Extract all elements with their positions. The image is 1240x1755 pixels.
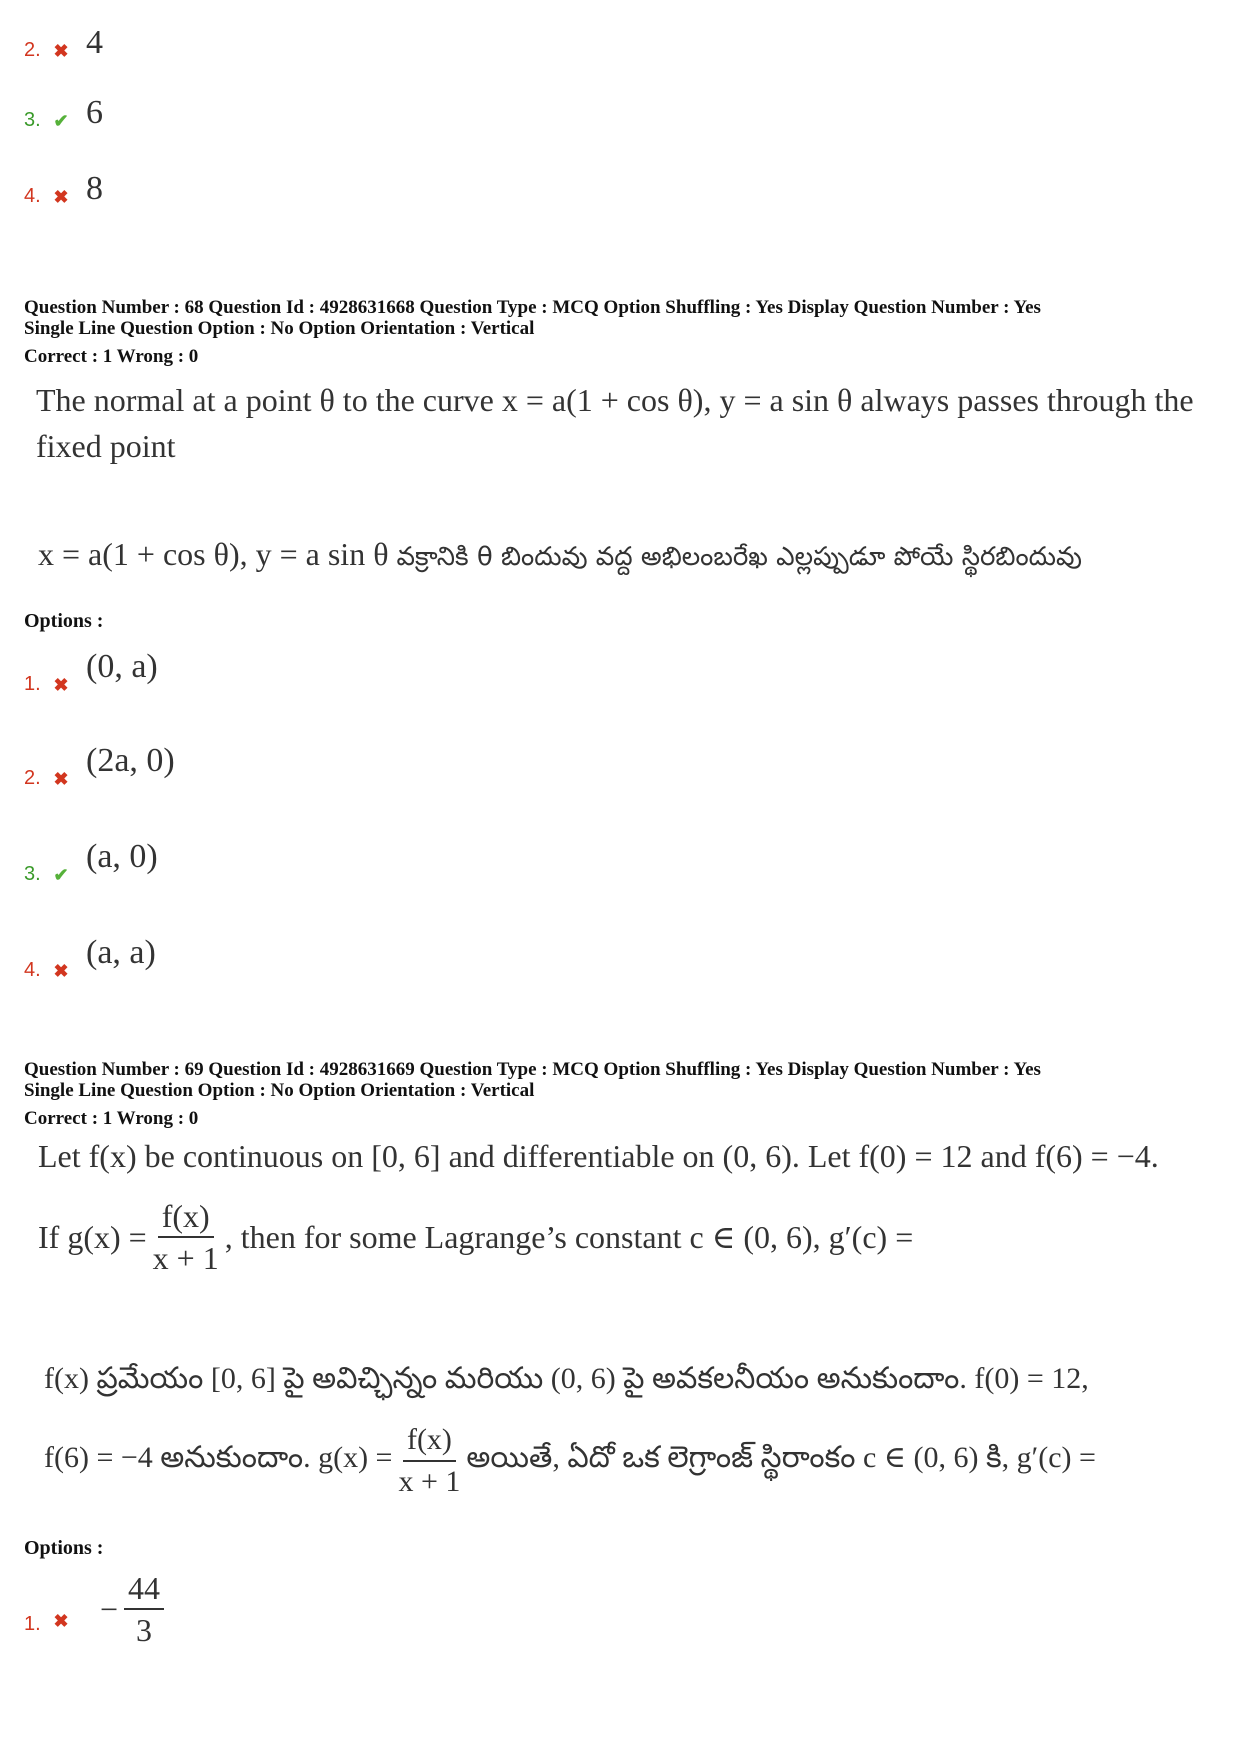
wrong-icon: ✖ [53,187,69,207]
q69-telugu-line1: f(x) ప్రమేయం [0, 6] పై అవిచ్ఛిన్నం మరియు (0, 6) పై అవకలనీయం అనుకుందాం. f(0) = 12, [44,1362,1089,1395]
q69-if-text: If g(x) = [38,1218,147,1255]
q69-rest-text: , then for some Lagrange’s constant c ∈ (0, 6), g′(c) = [224,1219,914,1255]
option-fraction [124,1568,164,1650]
q69-english-line2 [38,1196,913,1278]
q68-option-4 [24,934,156,982]
option-text: (a, 0) [86,838,158,875]
option-text: (a, a) [86,934,156,971]
fraction-denominator: x + 1 [152,1240,219,1276]
q69-telugu-line2-b: అయితే, ఏదో ఒక లెగ్రాంజ్ స్థిరాంకం c ∈ (0, 6) కి, g′(c) = [466,1441,1096,1474]
option-text: 4 [86,24,103,61]
option-number: 2. [24,39,41,61]
q69-fraction [153,1196,219,1278]
fraction-denominator: x + 1 [398,1465,461,1498]
prev-option-2 [24,24,103,62]
check-icon: ✔ [53,865,69,885]
q68-options-label: Options : [24,610,104,632]
q69-telugu-line2 [44,1420,1096,1502]
wrong-icon: ✖ [53,1611,69,1631]
wrong-icon: ✖ [53,769,69,789]
q68-meta-line2: Single Line Question Option : No Option Orientation : Vertical [24,318,535,339]
wrong-icon: ✖ [53,675,69,695]
q68-telugu-text: వక్రానికి θ బిందువు వద్ద అభిలంబరేఖ ఎల్లప్పుడూ పోయే స్థిరబిందువు [396,542,1082,572]
option-number: 3. [24,109,41,131]
q68-meta-line3: Correct : 1 Wrong : 0 [24,346,199,367]
option-number: 4. [24,185,41,207]
option-number: 3. [24,863,41,885]
fraction-numerator: f(x) [403,1420,456,1462]
q68-telugu-math: x = a(1 + cos θ), y = a sin θ [38,536,389,572]
option-number: 1. [24,673,41,695]
q68-english-line1: The normal at a point θ to the curve x = a(1 + cos θ), y = a sin θ always passes through the [36,382,1194,418]
q69-meta-line3: Correct : 1 Wrong : 0 [24,1108,199,1129]
q69-meta-line1: Question Number : 69 Question Id : 4928631669 Question Type : MCQ Option Shuffling : Yes Display Question Number : Yes [24,1059,1041,1080]
q69-meta-line2: Single Line Question Option : No Option Orientation : Vertical [24,1080,535,1101]
wrong-icon: ✖ [53,961,69,981]
q68-option-3 [24,838,158,886]
q69-telugu-fraction [398,1420,460,1502]
wrong-icon: ✖ [53,41,69,61]
prev-option-4 [24,170,103,208]
option-number: 1. [24,1613,41,1635]
option-text: 8 [86,170,103,207]
minus-sign: − [100,1590,119,1627]
fraction-numerator: f(x) [158,1196,214,1238]
q68-option-1 [24,648,158,696]
q69-telugu-line2-a: f(6) = −4 అనుకుందాం. g(x) = [44,1440,393,1474]
fraction-numerator: 44 [124,1568,164,1610]
option-text: (2a, 0) [86,742,175,779]
option-number: 4. [24,959,41,981]
option-text: 6 [86,94,103,131]
prev-option-3 [24,94,103,132]
check-icon: ✔ [53,111,69,131]
q68-meta-line1: Question Number : 68 Question Id : 4928631668 Question Type : MCQ Option Shuffling : Yes Display Question Number : Yes [24,297,1041,318]
q68-option-2 [24,742,175,790]
q69-options-label: Options : [24,1537,104,1559]
q68-telugu-line [38,536,1082,578]
q69-option-1 [24,1568,170,1650]
fraction-denominator: 3 [136,1612,153,1648]
q69-english-line1: Let f(x) be continuous on [0, 6] and differentiable on (0, 6). Let f(0) = 12 and f(6) = −4. [38,1138,1159,1174]
option-number: 2. [24,767,41,789]
q68-english-line2: fixed point [36,428,176,464]
option-text [100,1568,170,1650]
option-text: (0, a) [86,648,158,685]
